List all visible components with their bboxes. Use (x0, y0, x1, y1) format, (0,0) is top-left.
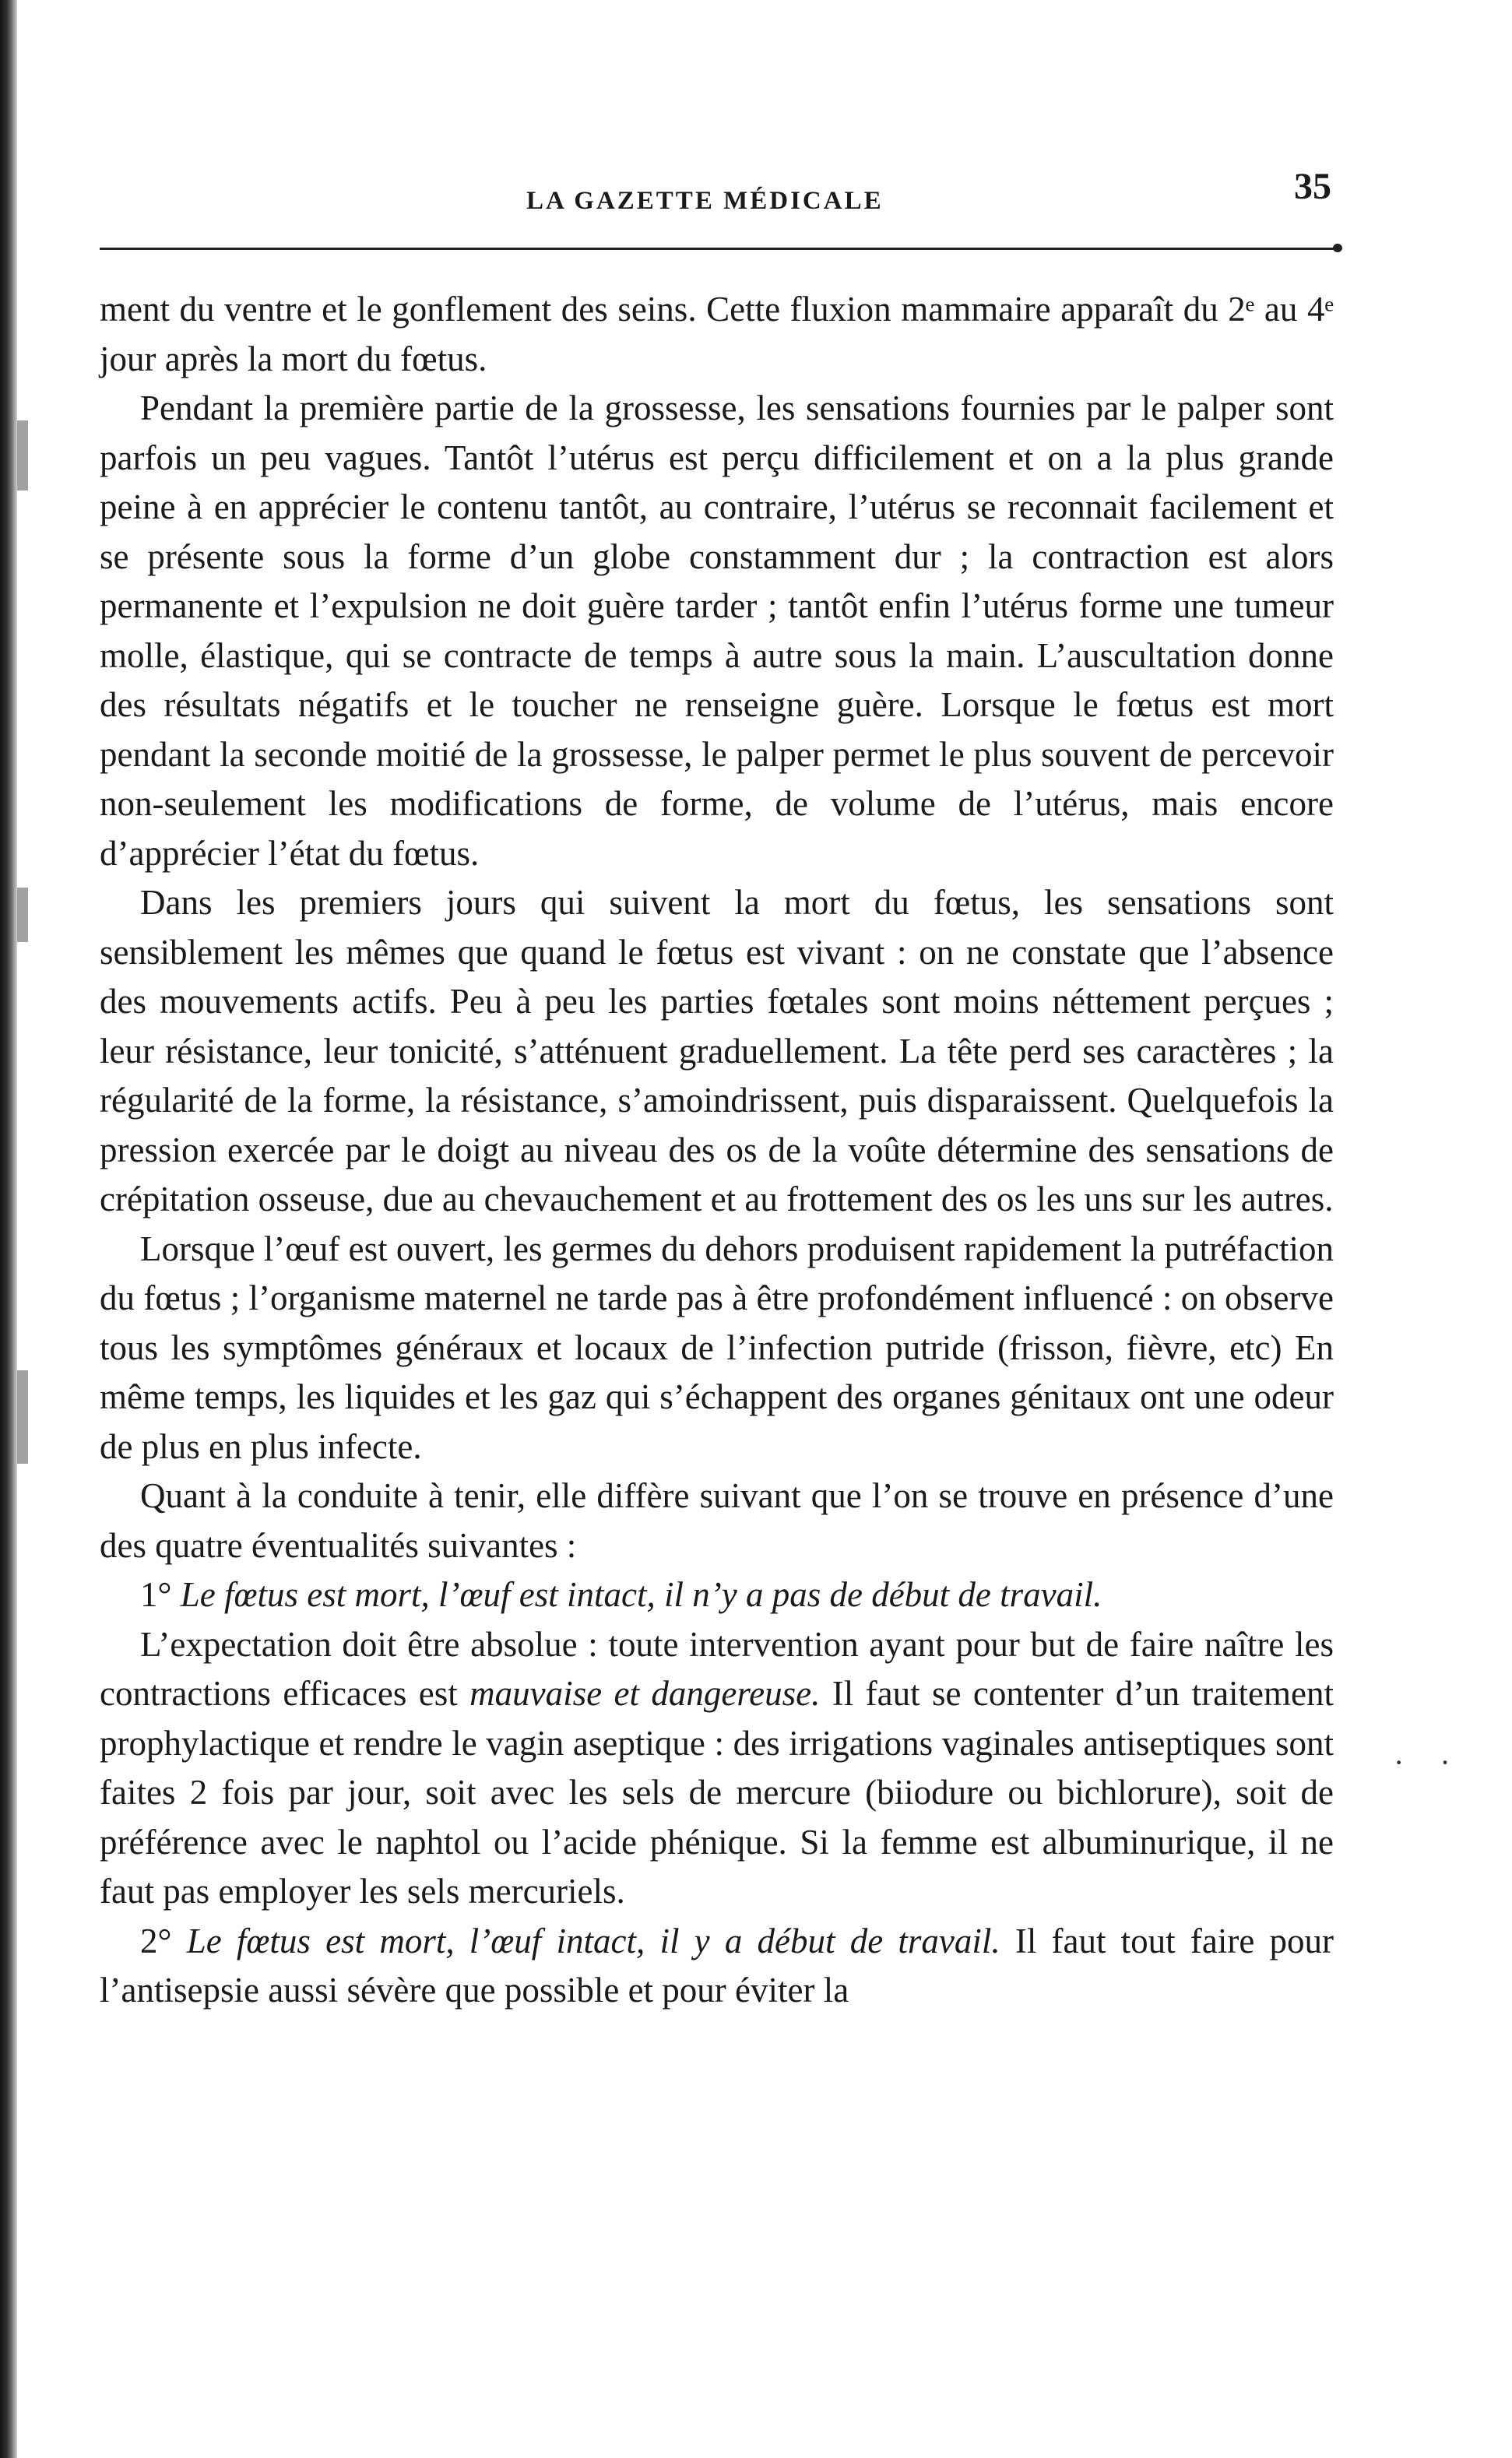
paragraph (100, 1225, 1334, 1472)
paragraph (100, 1472, 1334, 1570)
paragraph (100, 1620, 1334, 1917)
book-page (100, 146, 1334, 2010)
running-title: LA GAZETTE MÉDICALE (526, 187, 884, 215)
header-rule-end (1333, 244, 1342, 252)
body-text (100, 285, 1334, 2016)
paragraph (100, 878, 1334, 1225)
text-run: Pendant la première partie de la grossesse, les sensations fournies par le palper sont parfois un peu vagues. Tantôt l’utérus est perçu difficilement et on a la plus grande peine à en apprécier le contenu tantôt, au contraire, l’utérus se reconnait facilement et se présente sous la forme d’un globe constamment dur ; la contraction est alors permanente et l’expulsion ne doit guère tarder ; tantôt enfin l’utérus forme une tumeur molle, élastique, qui se contracte de temps à autre sous la main. L’auscultation donne des résultats négatifs et le toucher ne renseigne guère. Lorsque le fœtus est mort pendant la seconde moitié de la grossesse, le palper permet le plus souvent de percevoir non-seulement les modifications de forme, de volume de l’utérus, mais encore d’apprécier l’état du fœtus. (100, 389, 1334, 873)
text-run: L’expectation doit être absolue : toute intervention ayant pour but de faire naître les contractions efficaces est (100, 1624, 1334, 1713)
scan-artifact (17, 420, 28, 491)
header-rule (100, 248, 1338, 250)
scan-artifact (17, 888, 28, 942)
text-run: 1° (140, 1575, 181, 1614)
italic-text: Le fœtus est mort, l’œuf intact, il y a début de travail. (186, 1921, 1000, 1960)
italic-text: mauvaise et dangereuse. (469, 1674, 821, 1713)
scan-artifact (17, 1370, 28, 1464)
paragraph (100, 384, 1334, 878)
margin-marks: · · (1394, 1745, 1465, 1780)
page-header (100, 146, 1331, 224)
page-number: 35 (1294, 166, 1331, 207)
book-spine-shadow (0, 0, 17, 2458)
paragraph (100, 1570, 1334, 1620)
text-run: Il faut se contenter d’un traitement prophylactique et rendre le vagin aseptique : des irrigations vaginales antiseptiques sont faites 2 fois par jour, soit avec les sels de mercure (biiodure ou bichlorure), soit de préférence avec le naphtol ou l’acide phénique. Si la femme est albuminurique, il ne faut pas employer les sels mercuriels. (100, 1674, 1334, 1911)
paragraph (100, 1917, 1334, 2016)
text-run: ment du ventre et le gonflement des seins. Cette fluxion mammaire apparaît du 2ᵉ au 4ᵉ jour après la mort du fœtus. (100, 290, 1334, 378)
text-run: 2° (140, 1921, 187, 1960)
text-run: Quant à la conduite à tenir, elle diffère suivant que l’on se trouve en présence d’une des quatre éventualités suivantes : (100, 1476, 1334, 1565)
italic-text: Le fœtus est mort, l’œuf est intact, il n’y a pas de début de travail. (180, 1575, 1102, 1614)
text-run: Dans les premiers jours qui suivent la mort du fœtus, les sensations sont sensiblement les mêmes que quand le fœtus est vivant : on ne constate que l’absence des mouvements actifs. Peu à peu les parties fœtales sont moins néttement perçues ; leur résistance, leur tonicité, s’atténuent graduellement. La tête perd ses caractères ; la régularité de la forme, la résistance, s’amoindrissent, puis disparaissent. Quelquefois la pression exercée par le doigt au niveau des os de la voûte détermine des sensations de crépitation osseuse, due au chevauchement et au frottement des os les uns sur les autres. (100, 883, 1334, 1218)
paragraph (100, 285, 1334, 384)
text-run: Il faut tout faire pour l’antisepsie aussi sévère que possible et pour éviter la (100, 1921, 1334, 2010)
text-run: Lorsque l’œuf est ouvert, les germes du dehors produisent rapidement la putréfaction du fœtus ; l’organisme maternel ne tarde pas à être profondément influencé : on observe tous les symptômes généraux et locaux de l’infection putride (frisson, fièvre, etc) En même temps, les liquides et les gaz qui s’échappent des organes génitaux ont une odeur de plus en plus infecte. (100, 1229, 1334, 1466)
